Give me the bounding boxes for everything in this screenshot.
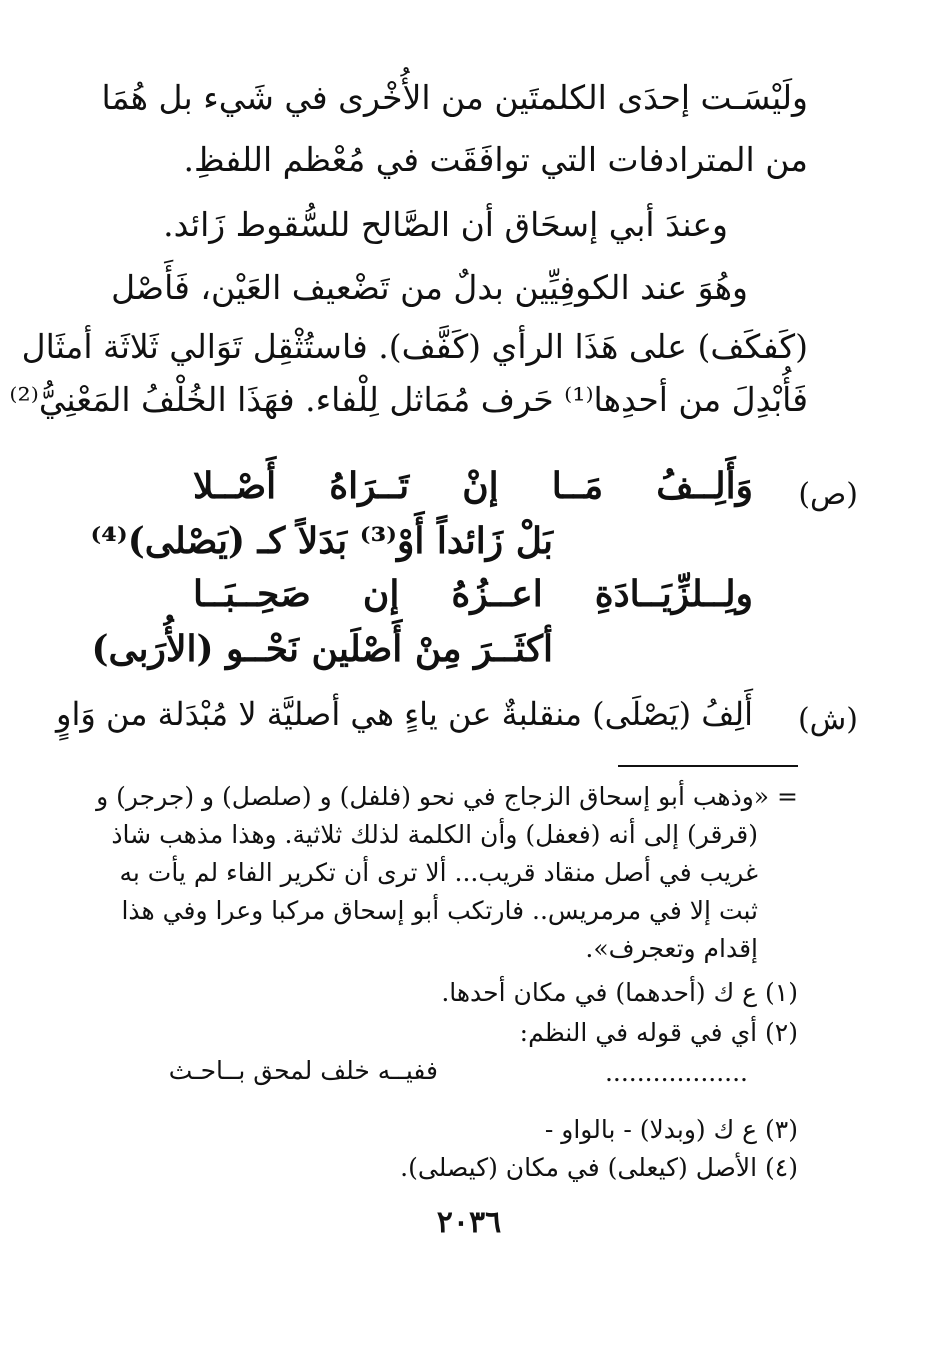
footnote-3: (٣) ع ك (وبدلا) - بالواو - <box>544 1115 798 1144</box>
paragraph-1-line-2: من المترادفات التي توافَقَت في مُعْظم اللفظِ. <box>183 140 808 179</box>
footnote-continuation-line-4: ثبت إلا في مرمريس.. فارتكب أبو إسحاق مركبا وعرا وفي هذا <box>121 896 758 925</box>
footnote-1: (١) ع ك (أحدهما) في مكان أحدها. <box>441 978 798 1007</box>
footnote-4: (٤) الأصل (كيعلى) في مكان (كيصلى). <box>400 1153 798 1182</box>
page-number: ٢٠٣٦ <box>436 1205 502 1240</box>
verse-line-4: أكثَــرَ مِنْ أَصْلَين نَحْــو (الأُرَبى) <box>91 628 553 670</box>
verse-line-1: وَأَلِــفُ مَــا إنْ تَــرَاهُ أَصْــلا <box>193 465 753 507</box>
footnote-2-verse-dots: .................. <box>604 1058 748 1087</box>
footnote-separator <box>618 765 798 767</box>
paragraph-2-line-1: وعندَ أبي إسحَاق أن الصَّالح للسُّقوط زَائد. <box>163 205 728 244</box>
commentary-marker: (ش) <box>797 702 858 737</box>
footnote-continuation-line-5: إقدام وتعجرف». <box>585 934 758 963</box>
commentary-line: أَلِفُ (يَصْلَى) منقلبةٌ عن ياءٍ هي أصليَّة لا مُبْدَلة من وَاوٍ <box>56 695 753 733</box>
footnote-2: (٢) أي في قوله في النظم: <box>519 1018 798 1047</box>
verse-line-3: ولِــلزِّيَــادَةِ اعــزُهُ إن صَحِــبَــا <box>193 573 753 615</box>
footnote-2-verse-text: ففيــه خلف لمحق بــاحـث <box>168 1056 438 1085</box>
paragraph-3-line-2: (كَفكَف) على هَذَا الرأي (كَفَّف). فاستُثْقِل تَوَالي ثَلاثَة أمثَال <box>21 327 808 366</box>
footnote-continuation-line-2: (قرقر) إلى أنه (فعفل) وأن الكلمة لذلك ثلاثية. وهذا مذهب شاذ <box>111 820 758 849</box>
verse-marker: (ص) <box>798 477 858 512</box>
verse-line-2: بَلْ زَائداً أَوْ⁽³⁾ بَدَلاً كـ (يَصْلى)⁽⁴⁾ <box>90 520 553 562</box>
footnote-continuation-line-3: غريب في أصل منقاد قريب... ألا ترى أن تكرير الفاء لم يأت به <box>119 858 758 887</box>
paragraph-3-line-1: وهُوَ عند الكوفِيِّين بدلٌ من تَضْعيف العَيْن، فَأَصْل <box>111 268 748 307</box>
paragraph-3-line-3: فَأُبْدِلَ من أحدِها⁽¹⁾ حَرف مُمَاثل لِلْفاء. فهَذَا الخُلْفُ المَعْنِيُّ⁽²⁾ <box>9 380 808 419</box>
paragraph-1-line-1: ولَيْسَـت إحدَى الكلمتَين من الأُخْرى في شَيء بل هُمَا <box>101 78 808 117</box>
footnote-continuation-line-1: = «وذهب أبو إسحاق الزجاج في نحو (فلفل) و (صلصل) و (جرجر) و <box>96 782 798 811</box>
